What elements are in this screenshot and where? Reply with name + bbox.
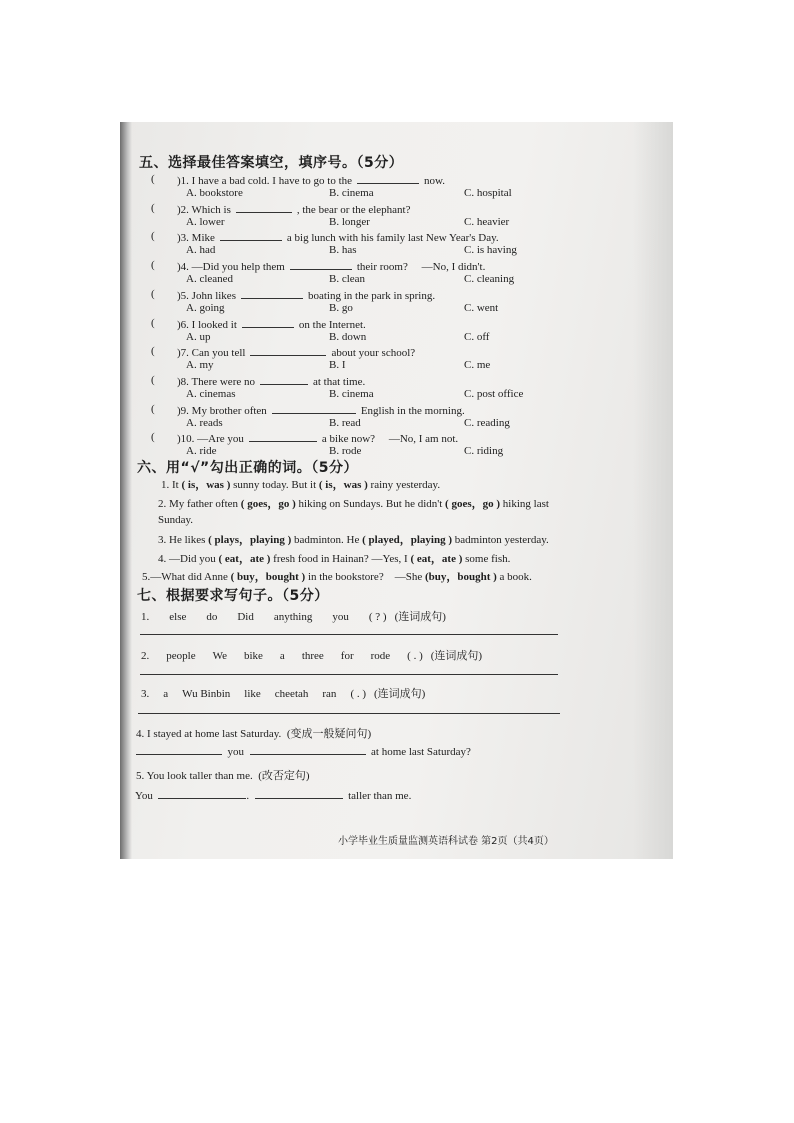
instruction-hint: (连词成句): [374, 688, 426, 700]
instruction-hint: (连词成句): [394, 611, 446, 623]
answer-paren[interactable]: (: [151, 431, 155, 444]
s6-q5: 5.—What did Anne ( buy，bought ) in the bookstore? —She (buy，bought ) a book.: [142, 571, 532, 583]
answer-paren[interactable]: (: [151, 402, 155, 415]
s5-q4-option-c: C. cleaning: [464, 273, 515, 286]
photo-shadow-left: [120, 122, 132, 859]
photo-shadow-right: [633, 122, 673, 859]
answer-paren[interactable]: (: [151, 201, 155, 214]
word-tile: ran: [322, 688, 337, 700]
answer-paren[interactable]: (: [151, 316, 155, 329]
s5-q5-option-b: B. go: [329, 301, 353, 314]
s6-q1: 1. It ( is，was ) sunny today. But it ( is，was ) rainy yesterday.: [161, 479, 441, 491]
word-tile: rode: [370, 650, 391, 662]
s5-blank-1[interactable]: [357, 173, 419, 184]
s5-q8-option-c: C. post office: [464, 387, 524, 400]
s6-q2: 2. My father often ( goes，go ) hiking on Sundays. But he didn't ( goes，go ) hiking last: [158, 498, 549, 510]
word-tile: do: [206, 611, 218, 623]
s5-blank-9[interactable]: [272, 403, 356, 414]
s5-q1-option-b: B. cinema: [329, 187, 374, 199]
word-tile: for: [340, 650, 354, 662]
word-tile: ( ? ): [368, 611, 387, 623]
s5-q10-option-b: B. rode: [329, 445, 362, 458]
s5-q2-option-a: A. lower: [186, 215, 225, 228]
s7-q2-answer-line[interactable]: [140, 674, 558, 675]
s5-q3-option-b: B. has: [329, 244, 357, 257]
word-tile: a: [279, 650, 285, 662]
s5-question-8: )8. There were no at that time.: [177, 375, 366, 388]
s6-q1-choice2[interactable]: ( is，was ): [318, 479, 368, 491]
answer-paren[interactable]: (: [151, 259, 155, 272]
s5-q7-option-c: C. me: [464, 359, 491, 372]
s6-q4-choice1[interactable]: ( eat，ate ): [218, 553, 271, 565]
s7-q5-blank1[interactable]: [158, 788, 246, 799]
answer-paren[interactable]: (: [151, 230, 155, 243]
s5-q8-option-b: B. cinema: [329, 387, 374, 400]
s7-q1-answer-line[interactable]: [140, 634, 558, 635]
s5-blank-7[interactable]: [250, 345, 326, 356]
s6-q5-choice1[interactable]: ( buy，bought ): [230, 571, 306, 583]
s5-question-6: )6. I looked it on the Internet.: [177, 318, 366, 331]
s5-question-2: )2. Which is , the bear or the elephant?: [177, 203, 411, 216]
s5-question-5: )5. John likes boating in the park in spring.: [177, 289, 436, 302]
s6-q4: 4. —Did you ( eat，ate ) fresh food in Hainan? —Yes, I ( eat，ate ) some fish.: [158, 553, 511, 565]
s5-question-4: )4. —Did you help them their room? —No, I didn't.: [177, 261, 486, 274]
s7-q4-hint: (变成一般疑问句): [286, 728, 372, 740]
exam-photo: [120, 122, 673, 859]
s6-q2-choice2[interactable]: ( goes，go ): [445, 498, 501, 510]
s7-q5-answer: You . taller than me.: [135, 790, 412, 802]
s5-blank-8[interactable]: [260, 374, 308, 385]
s5-q9-option-a: A. reads: [186, 416, 223, 429]
word-tile: ( . ): [350, 688, 367, 700]
word-tile: ( . ): [407, 650, 423, 662]
s5-blank-10[interactable]: [249, 431, 317, 442]
s6-q2-choice1[interactable]: ( goes，go ): [240, 498, 296, 510]
word-tile: you: [332, 611, 349, 623]
s7-q2: 2. people We bike a three for rode ( . ) (连词成句): [141, 650, 483, 662]
s5-q10-option-c: C. riding: [464, 445, 504, 458]
page-footer: 小学毕业生质量监测英语科试卷 第2页（共4页）: [338, 836, 554, 847]
s5-q2-option-b: B. longer: [329, 215, 370, 228]
s7-q4-blank2[interactable]: [250, 744, 366, 755]
s5-q4-option-a: A. cleaned: [186, 273, 234, 286]
s5-blank-2[interactable]: [236, 202, 292, 213]
s5-question-1: )1. I have a bad cold. I have to go to the now.: [177, 175, 446, 187]
s5-blank-3[interactable]: [220, 230, 282, 241]
s5-q5-option-a: A. going: [186, 301, 225, 314]
s5-q2-option-c: C. heavier: [464, 215, 510, 228]
instruction-hint: (连词成句): [430, 650, 483, 662]
s5-q4-option-b: B. clean: [329, 273, 366, 286]
s5-q9-option-b: B. read: [329, 416, 361, 429]
s7-q5-hint: (改否定句): [258, 770, 310, 782]
word-tile: three: [301, 650, 324, 662]
s5-blank-5[interactable]: [241, 288, 303, 299]
section6-heading: 六、用“√”勾出正确的词。（5分）: [137, 460, 358, 476]
s5-q6-option-a: A. up: [186, 330, 211, 343]
s6-q1-choice1[interactable]: ( is，was ): [181, 479, 231, 491]
s5-q8-option-a: A. cinemas: [186, 387, 236, 400]
s5-question-7: )7. Can you tell about your school?: [177, 347, 416, 360]
s5-blank-6[interactable]: [242, 317, 294, 328]
word-tile: else: [169, 611, 187, 623]
section7-heading: 七、根据要求写句子。（5分）: [137, 588, 329, 604]
s6-q3: 3. He likes ( plays，playing ) badminton. He ( played，playing ) badminton yesterday.: [158, 534, 549, 546]
word-tile: people: [166, 650, 196, 662]
s7-q3-answer-line[interactable]: [138, 713, 560, 714]
s5-q6-option-c: C. off: [464, 330, 490, 343]
word-tile: like: [244, 688, 261, 700]
answer-paren[interactable]: (: [151, 173, 155, 185]
answer-paren[interactable]: (: [151, 373, 155, 386]
s5-q6-option-b: B. down: [329, 330, 367, 343]
s6-q3-choice1[interactable]: ( plays，playing ): [208, 534, 292, 546]
word-tile: We: [212, 650, 227, 662]
s5-q9-option-c: C. reading: [464, 416, 510, 429]
s6-q3-choice2[interactable]: ( played，playing ): [362, 534, 452, 546]
s5-q5-option-c: C. went: [464, 301, 499, 314]
s7-q1: 1. else do Did anything you ( ? ) (连词成句): [141, 611, 446, 623]
answer-paren[interactable]: (: [151, 287, 155, 300]
s6-q4-choice2[interactable]: ( eat，ate ): [410, 553, 463, 565]
word-tile: anything: [273, 611, 313, 623]
s5-q1-option-c: C. hospital: [464, 187, 512, 199]
s5-blank-4[interactable]: [290, 259, 352, 270]
s5-q1-option-a: A. bookstore: [186, 187, 243, 199]
word-tile: a: [163, 688, 169, 700]
s7-q5-blank2[interactable]: [255, 788, 343, 799]
s5-q10-option-a: A. ride: [186, 445, 217, 458]
s7-q4-blank1[interactable]: [136, 744, 222, 755]
s5-q3-option-c: C. is having: [464, 244, 517, 257]
s7-q5: 5. You look taller than me. (改否定句): [136, 770, 310, 782]
s5-question-3: )3. Mike a big lunch with his family last New Year's Day.: [177, 232, 499, 245]
section5-heading: 五、选择最佳答案填空，填序号。（5分）: [139, 155, 404, 171]
s5-q7-option-b: B. I: [329, 359, 346, 372]
s5-question-9: )9. My brother often English in the morning.: [177, 404, 465, 417]
s7-q4: 4. I stayed at home last Saturday. (变成一般疑问句): [136, 728, 372, 740]
s7-q3: 3. a Wu Binbin like cheetah ran ( . ) (连词成句): [141, 688, 426, 700]
s5-question-10: )10. —Are you a bike now? —No, I am not.: [177, 433, 459, 446]
s7-q4-answer: you at home last Saturday?: [136, 744, 471, 758]
s5-q3-option-a: A. had: [186, 244, 216, 257]
s5-q7-option-a: A. my: [186, 359, 214, 372]
answer-paren[interactable]: (: [151, 345, 155, 358]
word-tile: Wu Binbin: [182, 688, 231, 700]
s6-q5-choice2[interactable]: (buy，bought ): [424, 571, 497, 583]
word-tile: bike: [243, 650, 263, 662]
word-tile: Did: [237, 611, 254, 623]
s6-q2-continued: Sunday.: [158, 514, 194, 526]
word-tile: cheetah: [274, 688, 309, 700]
